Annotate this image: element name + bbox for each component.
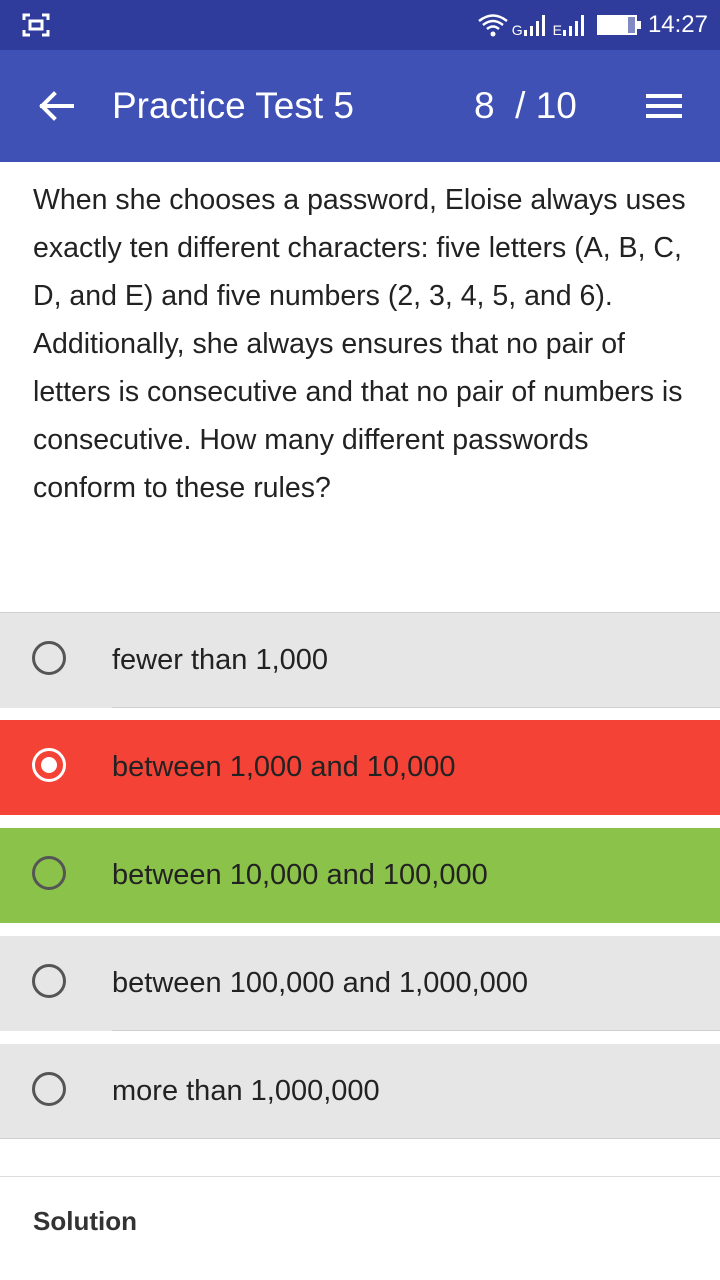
app-bar (0, 50, 720, 162)
radio-dot (41, 757, 57, 773)
divider (0, 1138, 720, 1139)
wifi-icon (478, 13, 508, 37)
radio-button[interactable] (32, 1072, 66, 1106)
divider (112, 1030, 720, 1031)
radio-button-selected[interactable] (32, 748, 66, 782)
answer-option-label: between 100,000 and 1,000,000 (112, 967, 529, 999)
question-text: When she chooses a password, Eloise always uses exactly ten different characters: five letters (A, B, C, D, and E) and five numbers (2, 3, 4, 5, and 6). Additionally, she always ensures that no pair of letters is consecutive and that no pair of numbers is consecutive. How many different passwords conform to these rules? (33, 184, 686, 504)
page-title: Practice Test 5 (112, 85, 354, 126)
status-time: 14:27 (647, 11, 708, 38)
signal-e-icon (562, 13, 586, 37)
radio-button[interactable] (32, 964, 66, 998)
question-progress: 8 / 10 (474, 85, 577, 126)
solution-heading: Solution (33, 1206, 137, 1236)
battery-icon (596, 13, 642, 37)
answer-option-3[interactable] (0, 828, 720, 923)
answer-option-label: between 10,000 and 100,000 (112, 859, 488, 891)
radio-button[interactable] (32, 856, 66, 890)
answer-option-4[interactable] (0, 936, 720, 1031)
screenshot-icon (22, 13, 50, 37)
hamburger-menu-icon[interactable] (644, 88, 684, 124)
arrow-left-icon[interactable] (36, 86, 76, 126)
answer-option-label: fewer than 1,000 (112, 644, 329, 676)
network-type-label: G (511, 22, 523, 38)
divider (0, 1176, 720, 1177)
divider (112, 707, 720, 708)
answer-option-label: more than 1,000,000 (112, 1075, 380, 1107)
signal-g-icon (523, 13, 547, 37)
status-bar (0, 0, 720, 50)
answer-option-1[interactable] (0, 613, 720, 708)
network-type-label: E (552, 22, 562, 38)
answer-option-label: between 1,000 and 10,000 (112, 751, 456, 783)
answer-option-2[interactable] (0, 720, 720, 815)
radio-button[interactable] (32, 641, 66, 675)
answer-option-5[interactable] (0, 1044, 720, 1139)
